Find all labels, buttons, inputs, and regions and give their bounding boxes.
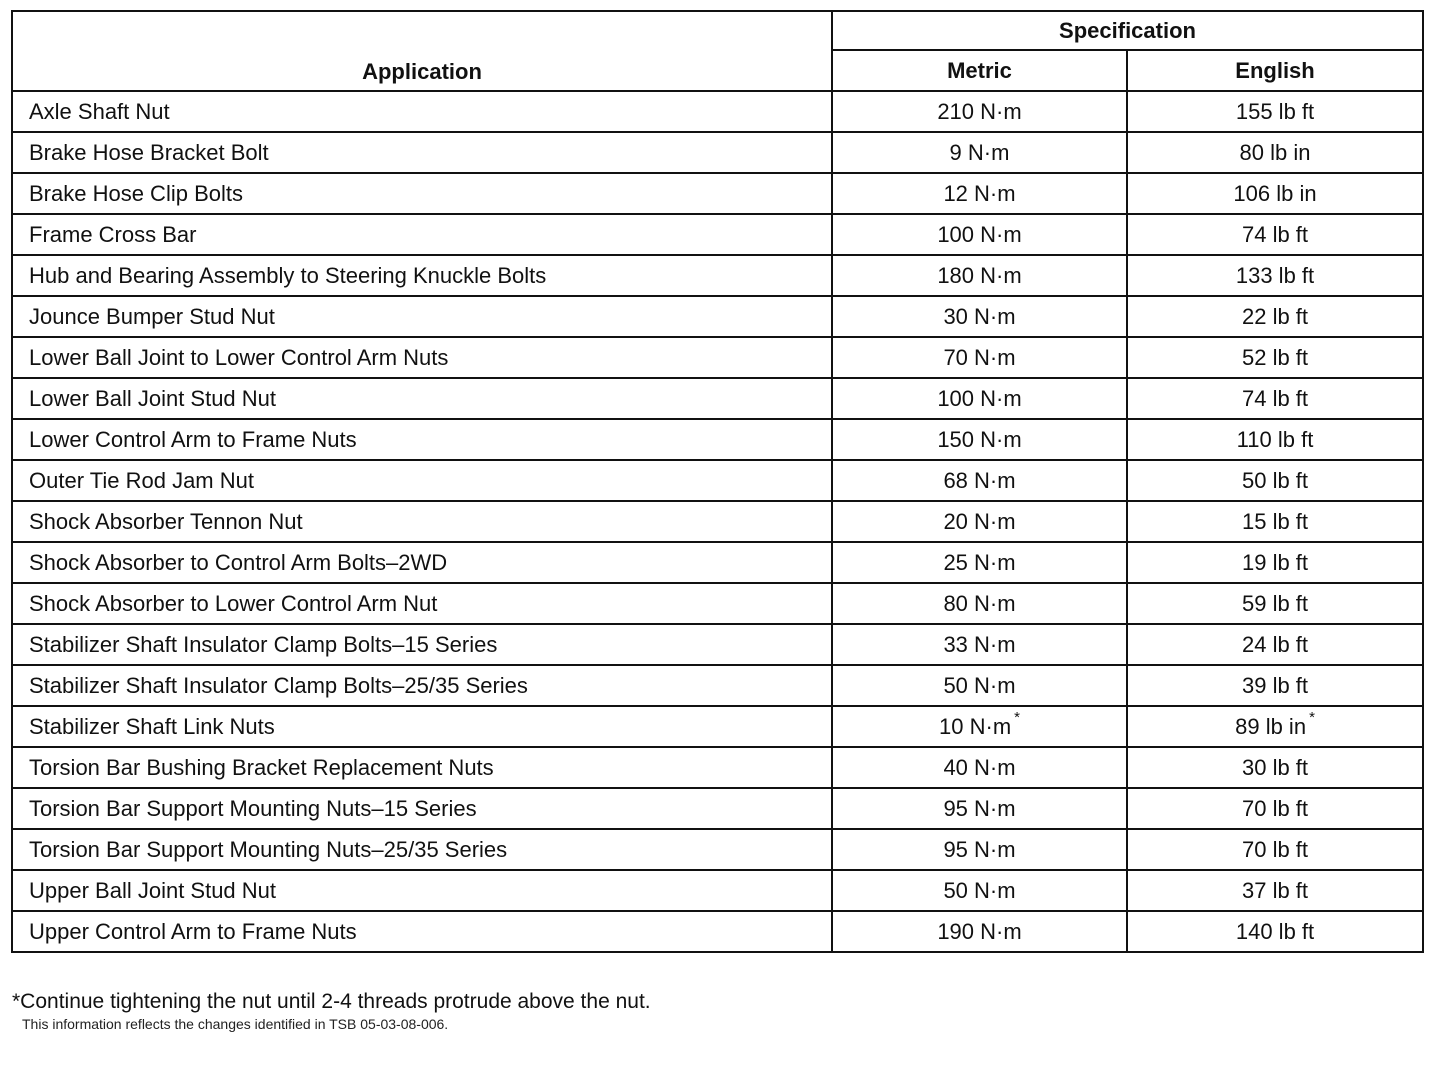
application-cell: Stabilizer Shaft Insulator Clamp Bolts–25/35 Series xyxy=(12,665,832,706)
english-cell xyxy=(1127,788,1423,829)
metric-value: 33 N·m xyxy=(943,632,1016,657)
metric-value: 9 N·m xyxy=(949,140,1010,165)
application-cell: Outer Tie Rod Jam Nut xyxy=(12,460,832,501)
metric-cell xyxy=(832,665,1127,706)
english-value: 59 lb ft xyxy=(1241,591,1309,616)
english-value: 39 lb ft xyxy=(1241,673,1309,698)
metric-value: 12 N·m xyxy=(943,181,1016,206)
metric-value: 95 N·m xyxy=(943,837,1016,862)
english-value: 52 lb ft xyxy=(1241,345,1309,370)
metric-cell xyxy=(832,419,1127,460)
metric-cell xyxy=(832,173,1127,214)
metric-cell xyxy=(832,911,1127,952)
english-value: 70 lb ft xyxy=(1241,796,1309,821)
metric-value: 180 N·m xyxy=(937,263,1022,288)
table-row xyxy=(12,747,1423,788)
table-row xyxy=(12,706,1423,747)
english-cell xyxy=(1127,173,1423,214)
table-row xyxy=(12,132,1423,173)
table-body xyxy=(12,91,1423,952)
metric-value: 80 N·m xyxy=(943,591,1016,616)
application-cell: Frame Cross Bar xyxy=(12,214,832,255)
table-row xyxy=(12,501,1423,542)
metric-value: 50 N·m xyxy=(943,878,1016,903)
table-row xyxy=(12,911,1423,952)
application-cell: Lower Ball Joint Stud Nut xyxy=(12,378,832,419)
footnote-asterisk: * xyxy=(1014,709,1020,726)
metric-cell xyxy=(832,829,1127,870)
english-cell xyxy=(1127,747,1423,788)
application-cell: Axle Shaft Nut xyxy=(12,91,832,132)
metric-value: 210 N·m xyxy=(937,99,1022,124)
table-row xyxy=(12,378,1423,419)
english-value: 106 lb in xyxy=(1233,181,1317,206)
application-cell: Shock Absorber to Lower Control Arm Nut xyxy=(12,583,832,624)
metric-cell xyxy=(832,214,1127,255)
english-value: 80 lb in xyxy=(1239,140,1311,165)
metric-cell xyxy=(832,378,1127,419)
english-value: 30 lb ft xyxy=(1241,755,1309,780)
application-cell: Brake Hose Bracket Bolt xyxy=(12,132,832,173)
english-column-header: English xyxy=(1127,50,1423,91)
english-cell xyxy=(1127,419,1423,460)
english-cell xyxy=(1127,460,1423,501)
english-cell xyxy=(1127,214,1423,255)
application-cell: Stabilizer Shaft Link Nuts xyxy=(12,706,832,747)
header-row-top xyxy=(12,11,1423,50)
application-cell: Torsion Bar Support Mounting Nuts–25/35 Series xyxy=(12,829,832,870)
application-cell: Torsion Bar Support Mounting Nuts–15 Series xyxy=(12,788,832,829)
table-row xyxy=(12,173,1423,214)
english-cell xyxy=(1127,583,1423,624)
english-value: 155 lb ft xyxy=(1235,99,1315,124)
application-cell: Lower Ball Joint to Lower Control Arm Nuts xyxy=(12,337,832,378)
metric-cell xyxy=(832,132,1127,173)
metric-value: 25 N·m xyxy=(943,550,1016,575)
english-value: 37 lb ft xyxy=(1241,878,1309,903)
english-cell xyxy=(1127,870,1423,911)
table-row xyxy=(12,214,1423,255)
english-cell xyxy=(1127,706,1423,747)
table-row xyxy=(12,583,1423,624)
application-cell: Upper Control Arm to Frame Nuts xyxy=(12,911,832,952)
metric-value: 100 N·m xyxy=(937,222,1022,247)
table-row xyxy=(12,788,1423,829)
metric-cell xyxy=(832,706,1127,747)
english-value: 133 lb ft xyxy=(1235,263,1315,288)
metric-value: 190 N·m xyxy=(937,919,1022,944)
footnote: *Continue tightening the nut until 2-4 threads protrude above the nut. xyxy=(12,990,651,1013)
english-cell xyxy=(1127,296,1423,337)
application-cell: Brake Hose Clip Bolts xyxy=(12,173,832,214)
metric-cell xyxy=(832,624,1127,665)
metric-value: 68 N·m xyxy=(943,468,1016,493)
english-value: 110 lb ft xyxy=(1236,427,1314,452)
metric-value: 100 N·m xyxy=(937,386,1022,411)
table-row xyxy=(12,296,1423,337)
english-value: 74 lb ft xyxy=(1241,222,1309,247)
fastener-torque-spec-table xyxy=(11,10,1424,953)
application-cell: Stabilizer Shaft Insulator Clamp Bolts–15 Series xyxy=(12,624,832,665)
application-cell: Shock Absorber to Control Arm Bolts–2WD xyxy=(12,542,832,583)
metric-value: 30 N·m xyxy=(943,304,1016,329)
table-row xyxy=(12,255,1423,296)
table-row xyxy=(12,460,1423,501)
table-row xyxy=(12,829,1423,870)
metric-value: 70 N·m xyxy=(943,345,1016,370)
english-value: 70 lb ft xyxy=(1241,837,1309,862)
english-value: 140 lb ft xyxy=(1235,919,1315,944)
english-cell xyxy=(1127,624,1423,665)
english-cell xyxy=(1127,337,1423,378)
english-cell xyxy=(1127,665,1423,706)
table-row xyxy=(12,665,1423,706)
metric-cell xyxy=(832,583,1127,624)
tsb-note: This information reflects the changes identified in TSB 05-03-08-006. xyxy=(22,1016,449,1032)
english-value: 15 lb ft xyxy=(1241,509,1309,534)
english-value: 89 lb in xyxy=(1235,714,1307,739)
table-row xyxy=(12,337,1423,378)
application-cell: Hub and Bearing Assembly to Steering Knuckle Bolts xyxy=(12,255,832,296)
table-row xyxy=(12,419,1423,460)
footnote-asterisk: * xyxy=(1309,709,1315,726)
metric-cell xyxy=(832,747,1127,788)
english-value: 24 lb ft xyxy=(1241,632,1309,657)
metric-column-header: Metric xyxy=(832,50,1127,91)
english-cell xyxy=(1127,255,1423,296)
english-cell xyxy=(1127,378,1423,419)
specification-column-header: Specification xyxy=(832,11,1423,50)
application-cell: Jounce Bumper Stud Nut xyxy=(12,296,832,337)
table-row xyxy=(12,870,1423,911)
metric-value: 95 N·m xyxy=(943,796,1016,821)
metric-cell xyxy=(832,870,1127,911)
metric-value: 40 N·m xyxy=(943,755,1016,780)
metric-cell xyxy=(832,501,1127,542)
english-cell xyxy=(1127,132,1423,173)
table-header xyxy=(12,11,1423,91)
english-cell xyxy=(1127,501,1423,542)
metric-cell xyxy=(832,296,1127,337)
metric-value: 150 N·m xyxy=(937,427,1022,452)
english-value: 74 lb ft xyxy=(1241,386,1309,411)
metric-value: 10 N·m xyxy=(939,714,1012,739)
english-cell xyxy=(1127,911,1423,952)
metric-cell xyxy=(832,542,1127,583)
application-cell: Upper Ball Joint Stud Nut xyxy=(12,870,832,911)
english-cell xyxy=(1127,91,1423,132)
metric-cell xyxy=(832,788,1127,829)
english-cell xyxy=(1127,542,1423,583)
application-column-header: Application xyxy=(12,11,832,91)
table-row xyxy=(12,624,1423,665)
application-cell: Torsion Bar Bushing Bracket Replacement Nuts xyxy=(12,747,832,788)
metric-cell xyxy=(832,460,1127,501)
english-cell xyxy=(1127,829,1423,870)
application-cell: Lower Control Arm to Frame Nuts xyxy=(12,419,832,460)
english-value: 22 lb ft xyxy=(1241,304,1309,329)
metric-cell xyxy=(832,255,1127,296)
table-row xyxy=(12,542,1423,583)
metric-value: 20 N·m xyxy=(943,509,1016,534)
metric-value: 50 N·m xyxy=(943,673,1016,698)
application-cell: Shock Absorber Tennon Nut xyxy=(12,501,832,542)
english-value: 19 lb ft xyxy=(1241,550,1309,575)
table-row xyxy=(12,91,1423,132)
metric-cell xyxy=(832,91,1127,132)
english-value: 50 lb ft xyxy=(1241,468,1309,493)
metric-cell xyxy=(832,337,1127,378)
